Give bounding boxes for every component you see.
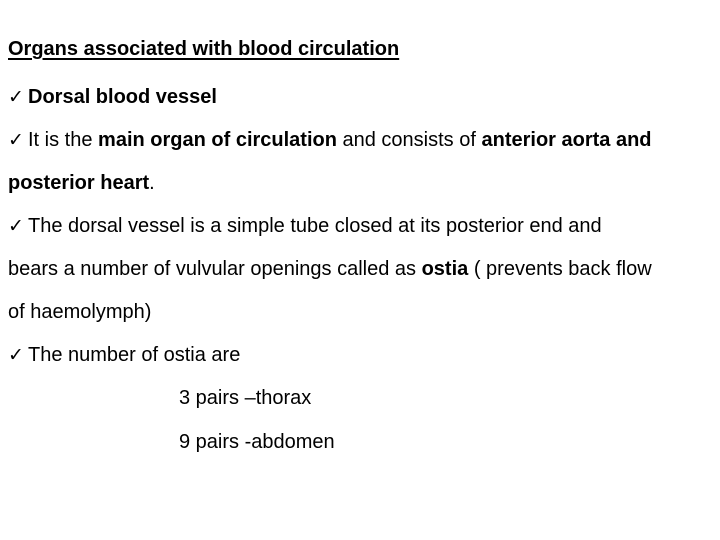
bold-segment: posterior heart	[8, 172, 150, 194]
text-segment: of haemolymph)	[8, 301, 152, 323]
bold-segment: anterior aorta and	[481, 129, 652, 151]
bold-segment: main organ of circulation	[98, 129, 337, 151]
slide-title: Organs associated with blood circulation	[8, 38, 400, 60]
check-icon: ✓	[8, 215, 24, 237]
check-icon: ✓	[8, 86, 24, 108]
bullet-main-organ	[8, 128, 652, 152]
text-segment: .	[149, 172, 155, 194]
bullet-dorsal-vessel-tube	[8, 214, 602, 238]
check-icon: ✓	[8, 344, 24, 366]
bullet-dorsal-vessel-tube-line3	[8, 300, 151, 324]
ostia-thorax: 3 pairs –thorax	[179, 387, 312, 409]
text-segment: and consists of	[336, 129, 482, 151]
check-icon: ✓	[8, 129, 24, 151]
bullet-label: The number of ostia are	[28, 344, 241, 366]
text-segment: The dorsal vessel is a simple tube closed at its posterior end and	[28, 215, 602, 237]
bullet-dorsal-vessel-tube-line2	[8, 257, 652, 281]
bullet-label: Dorsal blood vessel	[28, 86, 217, 108]
ostia-abdomen: 9 pairs -abdomen	[179, 431, 335, 453]
text-segment: It is the	[28, 129, 99, 151]
bullet-dorsal-blood-vessel	[8, 85, 217, 109]
text-segment: ( prevents back flow	[468, 258, 652, 280]
bold-segment: ostia	[421, 258, 469, 280]
text-segment: bears a number of vulvular openings called as	[8, 258, 422, 280]
bullet-number-of-ostia	[8, 343, 240, 367]
bullet-main-organ-continued	[8, 171, 155, 195]
